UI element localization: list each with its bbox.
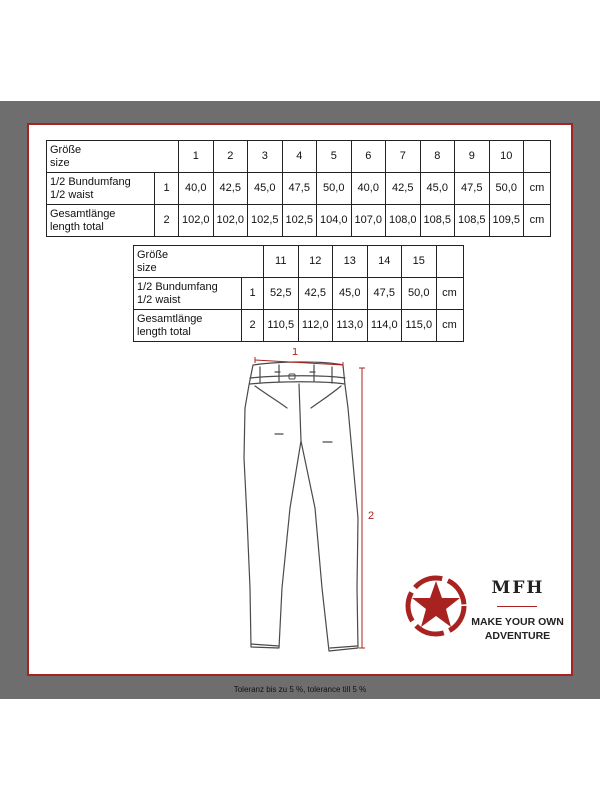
measure-value-cell: 110,5 [264, 310, 299, 342]
header-blank-cell [524, 141, 551, 173]
size-number-cell: 6 [351, 141, 386, 173]
measure-value-cell: 112,0 [298, 310, 333, 342]
size-number-cell: 13 [333, 246, 368, 278]
measure-value-cell: 47,5 [282, 173, 317, 205]
logo-tagline-1: MAKE YOUR OWN [471, 616, 564, 628]
table-row [134, 278, 464, 310]
unit-cell: cm [436, 278, 463, 310]
measure-label-cell [47, 205, 155, 237]
measure-value-cell: 108,5 [455, 205, 490, 237]
measure-value-cell: 45,0 [420, 173, 455, 205]
measure-label-en: 1/2 waist [50, 188, 94, 201]
logo-tagline-2: ADVENTURE [484, 630, 551, 642]
pants-outline [244, 362, 358, 651]
measure-value-cell: 45,0 [248, 173, 283, 205]
measure-value-cell: 47,5 [455, 173, 490, 205]
measure-value-cell: 104,0 [317, 205, 352, 237]
measure-value-cell: 102,5 [248, 205, 283, 237]
size-number-cell: 3 [248, 141, 283, 173]
length-measure-line [359, 368, 365, 648]
measure-label-en: 1/2 waist [137, 293, 181, 306]
waist-button [289, 374, 295, 379]
measure-value-cell: 108,5 [420, 205, 455, 237]
unit-cell: cm [436, 310, 463, 342]
measure-key-cell: 1 [155, 173, 179, 205]
size-label-en: size [50, 156, 70, 169]
size-number-cell: 5 [317, 141, 352, 173]
measure-value-cell: 50,0 [402, 278, 437, 310]
measure-label-cell [47, 173, 155, 205]
size-number-cell: 15 [402, 246, 437, 278]
measure-value-cell: 42,5 [386, 173, 421, 205]
measure-value-cell: 40,0 [179, 173, 214, 205]
measure-value-cell: 50,0 [489, 173, 524, 205]
measure-value-cell: 115,0 [402, 310, 437, 342]
measure-value-cell: 47,5 [367, 278, 402, 310]
size-number-cell: 2 [213, 141, 248, 173]
measure-value-cell: 102,0 [213, 205, 248, 237]
size-number-cell: 14 [367, 246, 402, 278]
measure-label-de: Gesamtlänge [137, 312, 203, 325]
measure-value-cell: 52,5 [264, 278, 299, 310]
measure-value-cell: 108,0 [386, 205, 421, 237]
header-blank-cell [436, 246, 463, 278]
measure-label-en: length total [137, 325, 191, 338]
length-marker-label: 2 [367, 510, 375, 522]
size-number-cell: 8 [420, 141, 455, 173]
size-header-cell [134, 246, 264, 278]
measure-label-cell [134, 310, 242, 342]
size-number-cell: 12 [298, 246, 333, 278]
measure-key-cell: 1 [242, 278, 264, 310]
size-number-cell: 10 [489, 141, 524, 173]
measure-value-cell: 42,5 [213, 173, 248, 205]
size-label-de: Größe [50, 143, 82, 156]
measure-key-cell: 2 [242, 310, 264, 342]
measure-key-cell: 2 [155, 205, 179, 237]
size-header-cell [47, 141, 179, 173]
measure-label-en: length total [50, 220, 104, 233]
measure-label-de: 1/2 Bundumfang [137, 280, 218, 293]
table-row [47, 173, 551, 205]
measure-value-cell: 102,0 [179, 205, 214, 237]
table-header-row [47, 141, 551, 173]
measure-value-cell: 102,5 [282, 205, 317, 237]
size-label-de: Größe [137, 248, 169, 261]
measure-value-cell: 40,0 [351, 173, 386, 205]
unit-cell: cm [524, 173, 551, 205]
size-number-cell: 7 [386, 141, 421, 173]
mfh-logo [405, 575, 565, 645]
measure-value-cell: 109,5 [489, 205, 524, 237]
measure-value-cell: 113,0 [333, 310, 368, 342]
table-header-row [134, 246, 464, 278]
logo-divider [497, 606, 537, 607]
star-emblem-icon [405, 575, 467, 637]
measure-value-cell: 45,0 [333, 278, 368, 310]
unit-cell: cm [524, 205, 551, 237]
table-row [47, 205, 551, 237]
measure-label-de: Gesamtlänge [50, 207, 116, 220]
size-number-cell: 4 [282, 141, 317, 173]
pants-diagram [235, 348, 385, 660]
measure-value-cell: 50,0 [317, 173, 352, 205]
waist-marker-label: 1 [291, 348, 299, 358]
size-label-en: size [137, 261, 157, 274]
measure-value-cell: 42,5 [298, 278, 333, 310]
table-row [134, 310, 464, 342]
logo-brand: MFH [491, 578, 545, 598]
size-table-bottom [133, 245, 464, 342]
size-table-top [46, 140, 551, 237]
size-number-cell: 9 [455, 141, 490, 173]
size-number-cell: 1 [179, 141, 214, 173]
measure-value-cell: 114,0 [367, 310, 402, 342]
measure-label-cell [134, 278, 242, 310]
measure-label-de: 1/2 Bundumfang [50, 175, 131, 188]
size-number-cell: 11 [264, 246, 299, 278]
tolerance-note: Toleranz bis zu 5 %, tolerance till 5 % [233, 685, 367, 694]
measure-value-cell: 107,0 [351, 205, 386, 237]
